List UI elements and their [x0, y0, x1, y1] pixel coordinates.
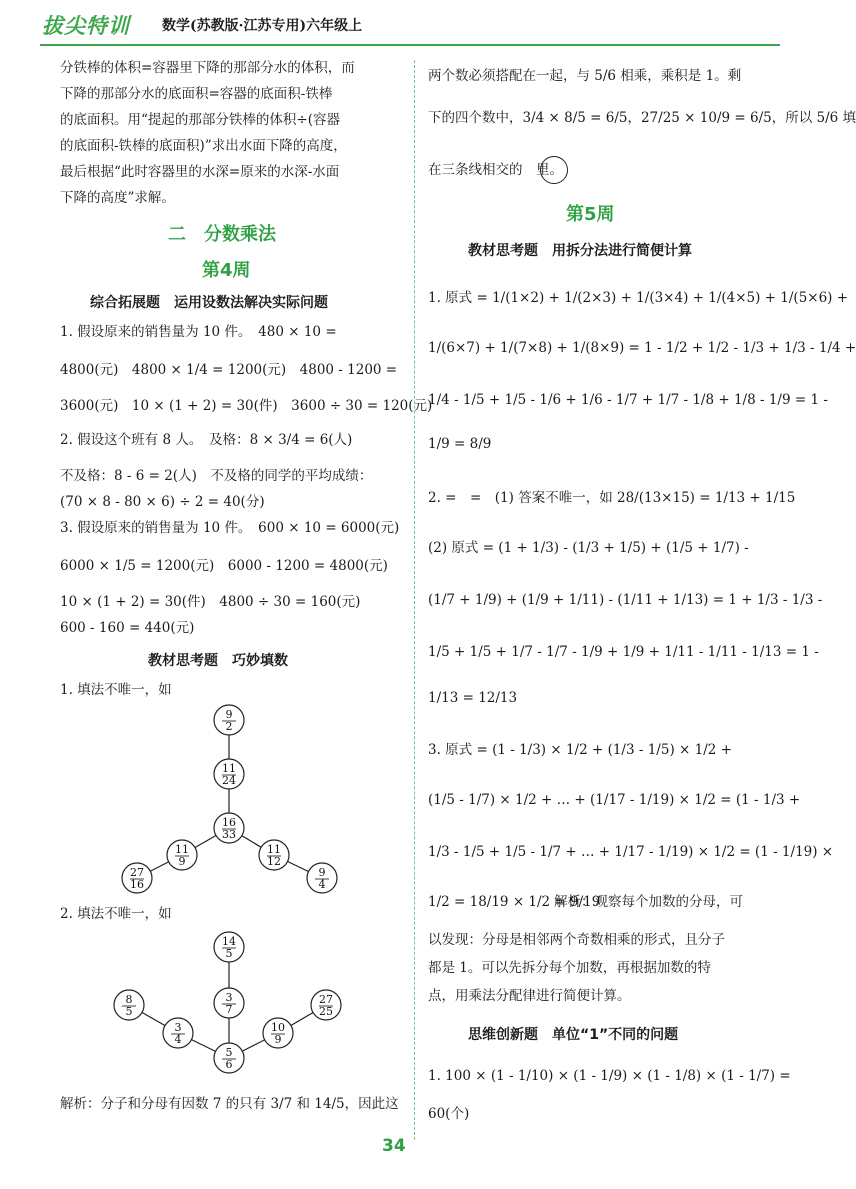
fraction-denominator: 9	[274, 1033, 282, 1046]
blank-circle	[540, 156, 568, 184]
fraction-denominator: 2	[225, 720, 233, 733]
intro-line: 分铁棒的体积=容器里下降的那部分水的体积，而	[60, 60, 355, 76]
answer-line: 2. = = (1) 答案不唯一，如 28/(13×15) = 1/13 + 1/15	[428, 490, 796, 506]
answer-line: (2) 原式 = (1 + 1/3) - (1/3 + 1/5) + (1/5 + 1/7) -	[428, 540, 749, 556]
question-label: 2. 填法不唯一，如	[60, 906, 172, 922]
answer-line: (1/7 + 1/9) + (1/9 + 1/11) - (1/11 + 1/13) = 1 + 1/3 - 1/3 -	[428, 592, 823, 608]
fraction-denominator: 6	[225, 1058, 233, 1071]
answer-line: 4800(元) 4800 × 1/4 = 1200(元) 4800 - 1200 =	[60, 362, 398, 378]
answer-line: 3. 原式 = (1 - 1/3) × 1/2 + (1/3 - 1/5) × 1/2 +	[428, 742, 732, 758]
answer-line: 1/3 - 1/5 + 1/5 - 1/7 + … + 1/17 - 1/19) × 1/2 = (1 - 1/19) ×	[428, 844, 834, 860]
fraction-numerator: 11	[267, 843, 281, 856]
answer-line: (1/5 - 1/7) × 1/2 + … + (1/17 - 1/19) × 1/2 = (1 - 1/3 +	[428, 792, 801, 808]
answer-line: 60(个)	[428, 1106, 470, 1122]
answer-line: 1/(6×7) + 1/(7×8) + 1/(8×9) = 1 - 1/2 + 1/2 - 1/3 + 1/3 - 1/4 +	[428, 340, 856, 356]
fraction-denominator: 4	[318, 878, 326, 891]
analysis-text: 以发现：分母是相邻两个奇数相乘的形式，且分子	[428, 932, 725, 948]
fraction-numerator: 27	[130, 866, 144, 879]
section-title: 教材思考题 用拆分法进行简便计算	[468, 243, 692, 259]
chapter-title: 二 分数乘法	[168, 224, 276, 245]
answer-line: 1/9 = 8/9	[428, 436, 492, 452]
fraction-numerator: 3	[174, 1021, 182, 1034]
section-title: 综合拓展题 运用设数法解决实际问题	[90, 295, 328, 311]
answer-line: 1. 原式 = 1/(1×2) + 1/(2×3) + 1/(3×4) + 1/(4×5) + 1/(5×6) +	[428, 290, 849, 306]
fill-number-diagram-1	[110, 700, 360, 900]
fraction-denominator: 16	[130, 878, 144, 891]
intro-line: 下降的那部分水的底面积=容器的底面积-铁棒	[60, 86, 333, 102]
answer-line: 600 - 160 = 440(元)	[60, 620, 195, 636]
brand-logo: 拔尖特训	[42, 14, 130, 38]
answer-line: 1/4 - 1/5 + 1/5 - 1/6 + 1/6 - 1/7 + 1/7 - 1/8 + 1/8 - 1/9 = 1 -	[428, 392, 828, 408]
fraction-denominator: 7	[225, 1003, 233, 1016]
fraction-numerator: 14	[222, 935, 236, 948]
fraction-denominator: 5	[225, 947, 233, 960]
analysis-text: 都是 1。可以先拆分每个加数，再根据加数的特	[428, 960, 711, 976]
fraction-denominator: 25	[319, 1005, 333, 1018]
section-title: 思维创新题 单位“1”不同的问题	[468, 1027, 679, 1043]
book-subtitle: 数学(苏教版·江苏专用)六年级上	[162, 18, 363, 34]
page-header	[40, 10, 780, 40]
fraction-numerator: 27	[319, 993, 333, 1006]
text-line: 下的四个数中，3/4 × 8/5 = 6/5，27/25 × 10/9 = 6/5，所以 5/6 填	[428, 110, 856, 126]
intro-line: 的底面积-铁棒的底面积)”求出水面下降的高度，	[60, 138, 347, 154]
fraction-numerator: 8	[125, 993, 133, 1006]
answer-line: 1. 假设原来的销售量为 10 件。 480 × 10 =	[60, 324, 337, 340]
analysis-text: 点，用乘法分配律进行简便计算。	[428, 988, 631, 1004]
text-line: 两个数必须搭配在一起，与 5/6 相乘，乘积是 1。剩	[428, 68, 742, 84]
intro-line: 下降的高度”求解。	[60, 190, 175, 206]
answer-line: 10 × (1 + 2) = 30(件) 4800 ÷ 30 = 160(元)	[60, 594, 361, 610]
fraction-numerator: 11	[222, 762, 236, 775]
fraction-numerator: 5	[225, 1046, 233, 1059]
answer-line: 1/5 + 1/5 + 1/7 - 1/7 - 1/9 + 1/9 + 1/11 - 1/11 - 1/13 = 1 -	[428, 644, 819, 660]
question-label: 1. 填法不唯一，如	[60, 682, 172, 698]
answer-line: (70 × 8 - 80 × 6) ÷ 2 = 40(分)	[60, 494, 265, 510]
fill-number-diagram-2	[100, 925, 360, 1085]
section-title: 教材思考题 巧妙填数	[148, 653, 288, 669]
page-number: 34	[382, 1136, 406, 1156]
answer-line: 3600(元) 10 × (1 + 2) = 30(件) 3600 ÷ 30 = 120(元)	[60, 398, 433, 414]
analysis-text: 解析：观察每个加数的分母，可	[554, 894, 743, 910]
intro-line: 最后根据“此时容器里的水深=原来的水深-水面	[60, 164, 340, 180]
column-divider	[414, 60, 415, 1140]
answer-line: 1. 100 × (1 - 1/10) × (1 - 1/9) × (1 - 1/8) × (1 - 1/7) =	[428, 1068, 791, 1084]
answer-line: 不及格：8 - 6 = 2(人) 不及格的同学的平均成绩：	[60, 468, 373, 484]
answer-line: 6000 × 1/5 = 1200(元) 6000 - 1200 = 4800(元)	[60, 558, 388, 574]
fraction-denominator: 12	[267, 855, 281, 868]
fraction-numerator: 9	[318, 866, 326, 879]
fraction-numerator: 10	[271, 1021, 285, 1034]
answer-line: 1/13 = 12/13	[428, 690, 518, 706]
answer-line: 1/2 = 18/19 × 1/2 = 9/19	[428, 894, 601, 910]
fraction-denominator: 9	[178, 855, 186, 868]
fraction-denominator: 4	[174, 1033, 182, 1046]
fraction-denominator: 33	[222, 828, 236, 841]
text-line-content: 在三条线相交的 里。	[428, 162, 563, 178]
answer-line: 3. 假设原来的销售量为 10 件。 600 × 10 = 6000(元)	[60, 520, 400, 536]
answer-line: 2. 假设这个班有 8 人。 及格：8 × 3/4 = 6(人)	[60, 432, 353, 448]
fraction-numerator: 16	[222, 816, 236, 829]
week5-title: 第5周	[566, 204, 615, 225]
header-divider	[40, 44, 780, 46]
week4-title: 第4周	[202, 260, 251, 281]
analysis-text: 解析：分子和分母有因数 7 的只有 3/7 和 14/5，因此这	[60, 1096, 399, 1112]
fraction-numerator: 9	[225, 708, 233, 721]
fraction-numerator: 3	[225, 991, 233, 1004]
intro-line: 的底面积。用“提起的那部分铁棒的体积÷(容器	[60, 112, 340, 128]
fraction-denominator: 5	[125, 1005, 133, 1018]
fraction-denominator: 24	[222, 774, 236, 787]
fraction-numerator: 11	[175, 843, 189, 856]
